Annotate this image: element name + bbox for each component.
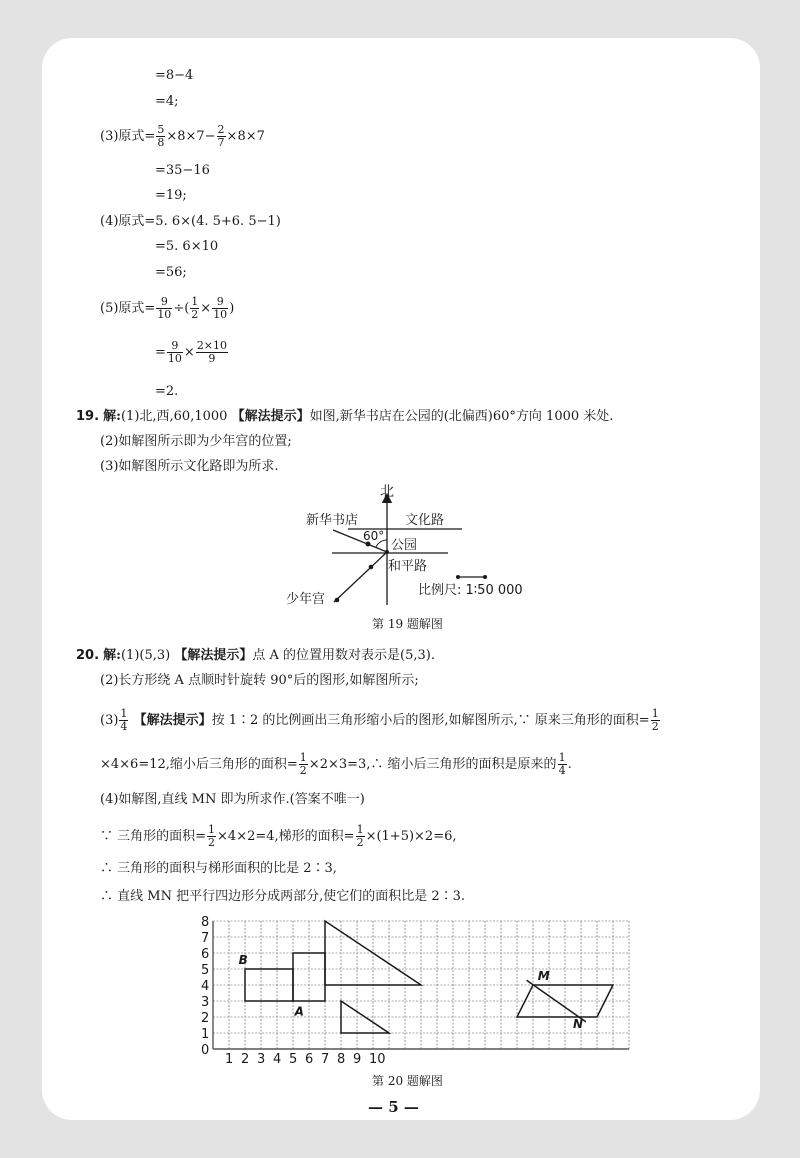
- prev-line-2: =4;: [155, 94, 179, 109]
- park-label: 公园: [391, 538, 418, 553]
- label-b: B: [238, 953, 248, 968]
- y-tick-label: 6: [201, 947, 210, 962]
- y-tick-label: 7: [201, 931, 210, 946]
- x-tick-label: 4: [273, 1052, 282, 1067]
- label-n: N: [573, 1017, 584, 1032]
- youth-label: 少年宫: [286, 592, 326, 607]
- x-tick-label: 2: [241, 1052, 250, 1067]
- prev-part4-line2: =5. 6×10: [155, 239, 219, 254]
- bookstore-label: 新华书店: [306, 513, 359, 528]
- y-axis-ticks: [201, 915, 209, 1058]
- prev-part3: (3)原式= $\frac{5}{8}$ ×8×7− $\frac{2}{7}$ ×8×7: [100, 123, 265, 149]
- youth-line: [334, 552, 387, 602]
- label-a: A: [294, 1004, 304, 1019]
- y-tick-label: 2: [201, 1011, 210, 1026]
- x-tick-label: 6: [305, 1052, 314, 1067]
- x-tick-label: 7: [321, 1052, 330, 1067]
- label-m: M: [537, 969, 550, 984]
- y-tick-label: 4: [201, 979, 210, 994]
- q20-grid-figure: [195, 910, 640, 1070]
- scale-dot-1: [456, 575, 460, 579]
- prev-part5: (5)原式= $\frac{9}{10}$ ÷( $\frac{1}{2}$ × $\frac{9}{10}$ ): [100, 295, 235, 321]
- x-tick-label: 5: [289, 1052, 298, 1067]
- north-label: 北: [380, 484, 394, 500]
- q20-part4-line1: (4)如解图,直线 MN 即为所求作.(答案不唯一): [100, 792, 365, 807]
- y-tick-label: 3: [201, 995, 210, 1010]
- prev-part4-line1: (4)原式=5. 6×(4. 5+6. 5−1): [100, 214, 281, 229]
- q20-part4-line2: ∵ 三角形的面积= $\frac{1}{2}$ ×4×2=4,梯形的面积= $\frac{1}{2}$ ×(1+5)×2=6,: [100, 823, 457, 849]
- x-tick-label: 3: [257, 1052, 266, 1067]
- y-tick-label: 8: [201, 915, 210, 930]
- y-tick-label: 5: [201, 963, 210, 978]
- x-tick-label: 1: [225, 1052, 234, 1067]
- page-number: — 5 —: [368, 1098, 419, 1116]
- youth-dot-2: [335, 598, 340, 603]
- x-tick-label: 10: [369, 1052, 386, 1067]
- q20-line1: 20. 解:(1)(5,3) 【解法提示】点 A 的位置用数对表示是(5,3).: [76, 648, 435, 663]
- x-tick-label: 8: [337, 1052, 346, 1067]
- scale-dot-2: [483, 575, 487, 579]
- x-axis-ticks: [225, 1052, 386, 1067]
- youth-dot-1: [369, 565, 374, 570]
- grid-shapes: [239, 921, 613, 1033]
- q19-line3: (3)如解图所示文化路即为所求.: [100, 459, 279, 474]
- scale-label: 比例尺: 1∶50 000: [418, 583, 523, 598]
- prev-part3-line2: =35−16: [155, 163, 210, 178]
- heping-label: 和平路: [388, 559, 428, 574]
- wenhua-label: 文化路: [405, 513, 445, 528]
- x-tick-label: 9: [353, 1052, 362, 1067]
- q20-part4-line3: ∴ 三角形的面积与梯形面积的比是 2∶3,: [100, 861, 337, 876]
- angle-label: 60°: [363, 529, 385, 543]
- q19-line2: (2)如解图所示即为少年宫的位置;: [100, 434, 292, 449]
- prev-line-1: =8−4: [155, 68, 194, 83]
- q20-part4-line4: ∴ 直线 MN 把平行四边形分成两部分,使它们的面积比是 2∶3.: [100, 889, 466, 904]
- q20-caption: 第 20 题解图: [372, 1074, 443, 1088]
- y-tick-label: 0: [201, 1043, 210, 1058]
- prev-part3-line3: =19;: [155, 188, 187, 203]
- q20-line2: (2)长方形绕 A 点顺时针旋转 90°后的图形,如解图所示;: [100, 673, 419, 688]
- y-tick-label: 1: [201, 1027, 210, 1042]
- q19-caption: 第 19 题解图: [372, 617, 443, 631]
- q19-figure: [270, 480, 570, 610]
- q20-part3-line2: ×4×6=12,缩小后三角形的面积= $\frac{1}{2}$ ×2×3=3,∴ 缩小后三角形的面积是原来的 $\frac{1}{4}$ .: [100, 751, 572, 777]
- prev-part4-line3: =56;: [155, 265, 187, 280]
- q20-part3-line1: (3) $\frac{1}{4}$ 【解法提示】按 1∶2 的比例画出三角形缩小后的图形,如解图所示,∵ 原来三角形的面积= $\frac{1}{2}$: [100, 707, 659, 733]
- prev-part5-line3: =2.: [155, 384, 179, 399]
- q19-line1: 19. 解:(1)北,西,60,1000 【解法提示】如图,新华书店在公园的(北偏西)60°方向 1000 米处.: [76, 409, 614, 424]
- prev-part5-line2: = $\frac{9}{10}$ × $\frac{2\times 10}{9}$: [155, 339, 228, 365]
